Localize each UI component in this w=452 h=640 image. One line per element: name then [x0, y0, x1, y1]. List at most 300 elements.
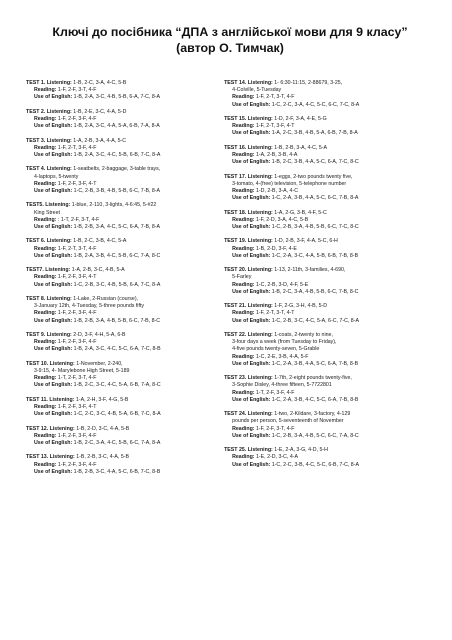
- test-heading-line: [224, 174, 434, 181]
- section-label: Reading:: [34, 216, 57, 223]
- section-label: Listening:: [246, 267, 273, 274]
- answer-text: 5-Farley: [232, 274, 252, 281]
- answer-line: [224, 217, 434, 224]
- answer-line: [26, 404, 224, 411]
- answer-text: 1-A, 2-C, 3-B, 4-B, 5-A, 6-B, 7-B, 8-A: [270, 130, 358, 137]
- test-heading-line: [26, 166, 224, 173]
- answer-line: [26, 94, 224, 101]
- continuation-line: [26, 210, 224, 217]
- answer-line: [224, 130, 434, 137]
- answer-line: [224, 390, 434, 397]
- answer-text: 1-B, 2-E, 3-C, 4-A, 5-D: [71, 108, 127, 115]
- answer-columns: [26, 80, 434, 483]
- answer-text: 1-blue, 2-110, 3-lights, 4-6:45, 5-#22: [70, 202, 157, 209]
- test-block: [26, 267, 224, 289]
- test-heading-line: [224, 332, 434, 339]
- test-number: TEST5.: [26, 202, 44, 209]
- section-label: Listening:: [246, 116, 273, 122]
- answer-line: [26, 462, 224, 469]
- test-block: [26, 296, 224, 325]
- section-label: Reading:: [34, 274, 57, 281]
- section-label: Use of English:: [232, 224, 271, 230]
- answer-text: 1-two, 2-Kildare, 3-factory, 4-129: [272, 411, 351, 418]
- answer-line: [224, 361, 434, 368]
- answer-text: 1-A, 2-B, 3-A, 4-A, 5-C: [71, 137, 127, 144]
- section-label: Reading:: [232, 281, 255, 288]
- left-column: [26, 80, 224, 483]
- continuation-line: [26, 368, 224, 375]
- section-label: Listening:: [45, 108, 72, 115]
- test-heading-line: [26, 332, 224, 339]
- test-number: TEST 15.: [224, 116, 247, 122]
- section-label: Listening:: [246, 303, 273, 310]
- test-block: [26, 426, 224, 448]
- continuation-line: [26, 303, 224, 310]
- section-label: Use of English:: [232, 461, 271, 468]
- continuation-line: [224, 87, 434, 94]
- answer-text: 1-eggs, 2-two pounds twenty five,: [272, 173, 353, 180]
- answer-line: [26, 181, 224, 188]
- title-line-2: (автор О. Тимчак): [176, 41, 284, 55]
- answer-line: [26, 469, 224, 476]
- test-number: TEST 14.: [224, 80, 247, 86]
- answer-text: 1-F, 2-T, 3-F, 4-F: [56, 144, 97, 151]
- section-label: Reading:: [232, 94, 255, 101]
- answer-text: 1-C, 2-B, 3-C, 4-C, 5-A, 6-C, 7-C, 8-A: [270, 317, 359, 324]
- answer-line: [26, 310, 224, 317]
- section-label: Listening:: [246, 209, 273, 216]
- answer-text: 1-A, 2-G, 3-B, 4-F, 5-C: [272, 209, 327, 216]
- test-number: TEST 16.: [224, 144, 247, 151]
- test-block: [224, 174, 434, 203]
- answer-text: 1-A, 2-B, 3-C, 4-B, 5-A: [70, 267, 125, 274]
- answer-text: 1-E, 2-D, 3-C, 4-A: [254, 454, 299, 461]
- test-block: [224, 238, 434, 260]
- answer-text: 1-C, 2-A, 3-B, 4-A, 5-C, 6-A, 7-B, 8-B: [270, 360, 359, 367]
- answer-text: 1-C, 2-E, 3-B, 4-A, 5-F: [254, 353, 309, 360]
- answer-line: [224, 282, 434, 289]
- test-block: [224, 411, 434, 440]
- answer-line: [26, 433, 224, 440]
- section-label: Reading:: [232, 389, 255, 396]
- answer-text: pounds per person, 5-seventeenth of November: [232, 418, 344, 425]
- section-label: Listening:: [48, 360, 75, 367]
- answer-line: [26, 116, 224, 123]
- test-heading-line: [224, 303, 434, 310]
- answer-line: [26, 375, 224, 382]
- test-number: TEST 9.: [26, 331, 46, 338]
- answer-text: 1-B, 2-B, 3-A, 4-B, 5-B, 6-C, 7-B, 8-C: [72, 317, 161, 324]
- section-label: Reading:: [232, 123, 255, 130]
- answer-line: [26, 152, 224, 159]
- answer-text: 1-B, 2-A, 3-B, 4-C, 5-B, 6-C, 7-A, 8-C: [72, 252, 161, 259]
- answer-text: 1-B, 2-B, 3-A, 4-C, 5-A: [272, 144, 328, 151]
- answer-text: 1-F, 2-F, 3-F, 4-T: [56, 274, 97, 281]
- answer-line: [224, 152, 434, 159]
- test-heading-line: [224, 447, 434, 454]
- section-label: Listening:: [246, 331, 273, 338]
- answer-line: [224, 224, 434, 231]
- section-label: Reading:: [34, 339, 57, 346]
- section-label: Use of English:: [34, 94, 73, 101]
- test-block: [224, 332, 434, 368]
- test-number: TEST 21.: [224, 303, 247, 310]
- section-label: Listening:: [43, 267, 71, 274]
- answer-text: 1- 6:30-11:15, 2-88679, 3-25,: [272, 80, 343, 86]
- answer-line: [224, 426, 434, 433]
- answer-line: [26, 440, 224, 447]
- answer-text: 1-T, 2-F, 3-F, 4-F: [254, 389, 295, 396]
- section-label: Listening:: [246, 411, 273, 418]
- section-label: Use of English:: [34, 252, 73, 259]
- answer-text: 1-F, 2-F, 3-F, 4-F: [56, 116, 97, 122]
- test-number: TEST 8.: [26, 295, 46, 302]
- section-label: Listening:: [45, 238, 72, 245]
- continuation-line: [224, 418, 434, 425]
- answer-text: 3-9:15, 4- Marylebone High Street, 5-189: [34, 367, 130, 374]
- answer-text: 1-coats, 2-twenty to nine,: [272, 331, 333, 338]
- answer-text: King Street: [34, 209, 60, 216]
- answer-line: [224, 397, 434, 404]
- test-heading-line: [26, 138, 224, 145]
- test-heading-line: [26, 267, 224, 274]
- answer-text: 1-F, 2-F, 3-F, 4-F: [56, 310, 97, 317]
- test-number: TEST 6.: [26, 238, 46, 245]
- section-label: Use of English:: [232, 317, 271, 324]
- test-number: TEST 20.: [224, 267, 247, 274]
- test-block: [26, 238, 224, 260]
- answer-text: 1-B, 2-C, 3-A, 4-C, 5-B, 6-C, 7-A, 8-A: [72, 439, 161, 446]
- section-label: Listening:: [246, 447, 273, 454]
- right-column: [224, 80, 434, 483]
- test-block: [224, 210, 434, 232]
- answer-line: [26, 145, 224, 152]
- answer-line: [26, 246, 224, 253]
- answer-text: 1-C, 2-A, 3-B, 4-A, 5-C, 6-C, 7-B, 8-A: [270, 195, 359, 202]
- section-label: Use of English:: [232, 396, 271, 403]
- section-label: Use of English:: [34, 224, 73, 230]
- section-label: Use of English:: [34, 152, 73, 158]
- answer-text: 3-January 12th, 4-Tuesday, 5-three pounds fifty: [34, 303, 145, 310]
- section-label: Listening:: [48, 454, 75, 461]
- section-label: Listening:: [246, 144, 273, 151]
- test-number: TEST 11.: [26, 396, 48, 403]
- answer-line: [26, 224, 224, 231]
- test-block: [224, 80, 434, 109]
- answer-line: [224, 318, 434, 325]
- answer-text: 1-F, 2-D, 3-A, 4-C, 5-B: [254, 216, 309, 223]
- answer-text: 1-7th, 2-eight pounds twenty-five,: [272, 375, 352, 382]
- answer-line: [26, 346, 224, 353]
- test-heading-line: [26, 426, 224, 433]
- answer-text: 1-F, 2-F, 3-F, 4-F: [56, 461, 97, 468]
- answer-line: [224, 433, 434, 440]
- answer-text: 4-laptops, 5-twenty: [34, 173, 79, 180]
- answer-text: 1-C, 2-C, 3-C, 4-B, 5-A, 6-B, 7-C, 8-A: [72, 411, 161, 418]
- answer-line: [26, 217, 224, 224]
- section-label: Reading:: [232, 245, 255, 252]
- section-label: Use of English:: [232, 252, 271, 259]
- answer-text: 1-C, 2-C, 3-A, 4-C, 5-C, 6-C, 7-C, 8-A: [270, 101, 360, 108]
- section-label: Listening:: [246, 80, 273, 86]
- answer-line: [224, 123, 434, 130]
- answer-text: 1-F, 2-F, 3-F, 4-T: [56, 180, 97, 187]
- answer-line: [224, 246, 434, 253]
- section-label: Reading:: [232, 216, 255, 223]
- test-heading-line: [26, 454, 224, 461]
- test-block: [26, 454, 224, 476]
- continuation-line: [224, 346, 434, 353]
- section-label: Listening:: [45, 166, 72, 173]
- answer-text: 1-F, 2-T, 3-T, 4-F: [254, 94, 295, 101]
- test-block: [26, 80, 224, 102]
- section-label: Listening:: [43, 202, 71, 209]
- test-heading-line: [224, 375, 434, 382]
- answer-line: [224, 253, 434, 260]
- section-label: Listening:: [45, 295, 72, 302]
- test-number: TEST 17.: [224, 173, 247, 180]
- answer-text: 1-C, 2-B, 3-C, 4-B, 5-B, 6-A, 7-C, 8-A: [72, 281, 161, 288]
- answer-line: [224, 159, 434, 166]
- answer-text: 1-C, 2-B, 3-D, 4-F, 5-E: [254, 281, 309, 288]
- section-label: Listening:: [246, 173, 273, 180]
- section-label: Use of English:: [232, 360, 271, 367]
- answer-text: 2-D, 3-F, 4-H, 5-A, 6-B: [71, 331, 126, 338]
- section-label: Reading:: [34, 87, 57, 94]
- answer-text: 1-F, 2-F, 3-F, 4-F: [56, 432, 97, 439]
- title-line-1: Ключі до посібника “ДПА з англійської мови для 9 класу”: [52, 25, 408, 39]
- answer-text: 1-F, 2-G, 3-H, 4-B, 5-D: [272, 303, 328, 310]
- continuation-line: [224, 339, 434, 346]
- section-label: Reading:: [232, 152, 255, 158]
- section-label: Use of English:: [34, 188, 73, 194]
- answer-text: 1-C, 2-B, 3-B, 4-B, 5-B, 6-C, 7-B, 8-A: [72, 188, 161, 194]
- answer-line: [26, 318, 224, 325]
- test-heading-line: [224, 210, 434, 217]
- answer-line: [26, 339, 224, 346]
- answer-text: 4-five pounds twenty-seven, 5-Grable: [232, 346, 320, 353]
- section-label: Use of English:: [34, 281, 73, 288]
- answer-line: [26, 411, 224, 418]
- answer-line: [26, 188, 224, 195]
- section-label: Reading:: [232, 425, 255, 432]
- section-label: Reading:: [34, 310, 57, 317]
- section-label: Reading:: [34, 245, 57, 252]
- answer-text: 1-B, 2-B, 3-C, 4-A, 5-B: [74, 454, 130, 461]
- answer-line: [224, 454, 434, 461]
- test-number: TEST 19.: [224, 238, 247, 245]
- answer-text: 1-A, 2-H, 3-F, 4-G, 5-B: [74, 396, 129, 403]
- answer-text: 1-A, 2-B, 3-B, 4-A: [254, 152, 298, 158]
- section-label: Listening:: [48, 425, 75, 432]
- answer-text: : 1-T, 2-F, 3-T, 4-F: [56, 216, 100, 223]
- test-heading-line: [224, 80, 434, 87]
- test-number: TEST 24.: [224, 411, 247, 418]
- answer-text: 3-tomato, 4-(free) television, 5-telephone number: [232, 180, 347, 187]
- answer-text: 1-B, 2-C, 3-A, 4-B, 5-B, 6-C, 7-B, 8-C: [270, 288, 359, 295]
- test-heading-line: [26, 80, 224, 87]
- answer-text: 1-D, 2-B, 3-A, 4-C: [254, 188, 299, 194]
- test-heading-line: [224, 145, 434, 152]
- section-label: Use of English:: [232, 130, 271, 137]
- answer-line: [26, 253, 224, 260]
- answer-line: [224, 310, 434, 317]
- section-label: Use of English:: [34, 346, 73, 353]
- answer-text: 1-F, 2-F, 3-F, 4-F: [56, 339, 97, 346]
- test-heading-line: [26, 202, 224, 209]
- section-label: Reading:: [34, 403, 57, 410]
- answer-text: 1-B, 2-A, 3-C, 4-A, 5-A, 6-B, 7-A, 8-A: [72, 123, 160, 130]
- section-label: Reading:: [232, 310, 255, 317]
- test-number: TEST 2.: [26, 108, 46, 115]
- test-block: [26, 332, 224, 354]
- answer-text: 1-F, 2-F, 3-T, 4-F: [254, 425, 295, 432]
- section-label: Reading:: [34, 116, 57, 122]
- answer-text: 1-13, 2-11th, 3-families, 4-690,: [272, 267, 346, 274]
- section-label: Use of English:: [34, 468, 73, 475]
- answer-text: 1-B, 2-D, 3-F, 4-E: [254, 245, 297, 252]
- section-label: Use of English:: [34, 123, 73, 130]
- answer-line: [224, 195, 434, 202]
- answer-text: 1-F, 2-T, 3-T, 4-F: [56, 245, 97, 252]
- answer-text: 1-seatbelts, 2-baggage, 3-table trays,: [71, 166, 161, 173]
- test-heading-line: [224, 411, 434, 418]
- section-label: Listening:: [246, 375, 273, 382]
- answer-text: 1-B, 2-B, 3-A, 4-C, 5-C, 6-A, 7-B, 8-A: [72, 224, 161, 230]
- test-block: [224, 303, 434, 325]
- test-block: [26, 202, 224, 231]
- answer-text: 1-November, 2-240,: [74, 360, 123, 367]
- continuation-line: [224, 382, 434, 389]
- section-label: Listening:: [47, 396, 75, 403]
- section-label: Reading:: [232, 188, 255, 194]
- section-label: Reading:: [34, 144, 57, 151]
- test-block: [26, 397, 224, 419]
- test-number: TEST 23.: [224, 375, 247, 382]
- section-label: Reading:: [232, 454, 255, 461]
- section-label: Listening:: [246, 238, 273, 245]
- answer-text: 1-F, 2-F, 3-T, 4-F: [56, 87, 97, 94]
- section-label: Use of English:: [34, 317, 73, 324]
- answer-text: 1-B, 2-A, 3-C, 4-B, 5-B, 6-A, 7-C, 8-A: [72, 94, 161, 101]
- answer-line: [224, 188, 434, 195]
- answer-text: 1-T, 2-F, 3-T, 4-F: [56, 375, 97, 382]
- continuation-line: [26, 174, 224, 181]
- answer-line: [224, 462, 434, 469]
- test-heading-line: [224, 267, 434, 274]
- answer-line: [26, 87, 224, 94]
- answer-text: 1-B, 2-C, 3-B, 4-A, 5-C, 6-A, 7-C, 8-C: [270, 159, 359, 166]
- test-block: [224, 447, 434, 469]
- test-number: TEST 1.: [26, 80, 46, 86]
- section-label: Use of English:: [34, 411, 73, 418]
- section-label: Use of English:: [34, 439, 73, 446]
- answer-text: 1-Lake, 2-Russian (course),: [71, 295, 139, 302]
- answer-line: [224, 94, 434, 101]
- answer-line: [224, 102, 434, 109]
- section-label: Listening:: [45, 331, 72, 338]
- continuation-line: [224, 181, 434, 188]
- section-label: Reading:: [34, 461, 57, 468]
- answer-text: 1-C, 2-B, 3-A, 4-B, 5-C, 6-C, 7-A, 8-C: [270, 432, 359, 439]
- answer-line: [26, 274, 224, 281]
- test-heading-line: [224, 116, 434, 123]
- answer-text: 4-Colville, 5-Tuesday: [232, 87, 282, 94]
- test-heading-line: [26, 238, 224, 245]
- test-number: TEST 22.: [224, 331, 247, 338]
- test-block: [224, 267, 434, 296]
- section-label: Listening:: [45, 80, 72, 86]
- test-number: TEST 4.: [26, 166, 46, 173]
- test-block: [26, 109, 224, 131]
- test-block: [224, 145, 434, 167]
- section-label: Use of English:: [232, 288, 271, 295]
- test-block: [26, 361, 224, 390]
- test-block: [224, 116, 434, 138]
- section-label: Use of English:: [232, 101, 271, 108]
- answer-text: 1-B, 2-C, 3-B, 4-C, 5-A: [71, 238, 127, 245]
- answer-line: [224, 354, 434, 361]
- section-label: Reading:: [34, 375, 57, 382]
- answer-line: [26, 282, 224, 289]
- answer-text: 1-B, 2-C, 3-C, 4-C, 5-A, 6-B, 7-A, 8-C: [72, 382, 161, 389]
- answer-text: 1-B, 2-B, 3-C, 4-A, 5-C, 6-B, 7-C, 8-B: [72, 468, 161, 475]
- test-block: [26, 166, 224, 195]
- section-label: Reading:: [34, 432, 57, 439]
- answer-text: 1-C, 2-C, 3-B, 4-C, 5-C, 6-B, 7-C, 8-A: [270, 461, 359, 468]
- answer-text: 1-B, 2-A, 3-C, 4-C, 5-B, 6-B, 7-C, 8-A: [72, 152, 161, 158]
- section-label: Use of English:: [34, 382, 73, 389]
- section-label: Use of English:: [232, 432, 271, 439]
- answer-text: 1-D, 2-B, 3-F, 4-A, 5-C, 6-H: [272, 238, 338, 245]
- test-heading-line: [224, 238, 434, 245]
- test-number: TEST 13.: [26, 454, 49, 461]
- test-number: TEST 10.: [26, 360, 49, 367]
- test-heading-line: [26, 296, 224, 303]
- answer-text: 1-C, 2-B, 3-A, 4-B, 5-B, 6-C, 7-C, 8-C: [270, 224, 359, 230]
- answer-text: 1-F, 2-T, 3-F, 4-T: [254, 123, 295, 130]
- answer-line: [224, 289, 434, 296]
- section-label: Use of English:: [232, 195, 271, 202]
- document-title: [26, 24, 434, 56]
- answer-text: 3-four days a week (from Tuesday to Friday),: [232, 339, 337, 346]
- test-heading-line: [26, 361, 224, 368]
- test-number: TEST 18.: [224, 209, 247, 216]
- test-heading-line: [26, 397, 224, 404]
- section-label: Reading:: [34, 180, 57, 187]
- test-block: [224, 375, 434, 404]
- answer-text: 1-D, 2-F, 3-A, 4-E, 5-G: [272, 116, 327, 122]
- section-label: Reading:: [232, 353, 255, 360]
- answer-line: [26, 123, 224, 130]
- answer-text: 1-B, 2-A, 3-C, 4-C, 5-C, 6-A, 7-C, 8-B: [72, 346, 161, 353]
- continuation-line: [224, 274, 434, 281]
- test-number: TEST 12.: [26, 425, 49, 432]
- answer-text: 3-Sophie Disley, 4-three fifteen, 5-7722801: [232, 382, 332, 389]
- answer-text: 1-B, 2-D, 3-C, 4-A, 5-B: [74, 425, 130, 432]
- test-heading-line: [26, 109, 224, 116]
- section-label: Listening:: [45, 137, 72, 144]
- test-number: TEST 3.: [26, 137, 46, 144]
- answer-text: 1-F, 2-T, 3-T, 4-T: [254, 310, 295, 317]
- section-label: Use of English:: [232, 159, 271, 166]
- test-block: [26, 138, 224, 160]
- answer-line: [26, 382, 224, 389]
- answer-text: 1-E, 2-A, 3-G, 4-D, 5-H: [272, 447, 328, 454]
- answer-text: 1-B, 2-C, 3-A, 4-C, 5-B: [71, 80, 127, 86]
- answer-text: 1-C, 2-A, 3-C, 4-A, 5-B, 6-B, 7-B, 8-B: [270, 252, 359, 259]
- answer-text: 1-F, 2-F, 3-F, 4-T: [56, 403, 97, 410]
